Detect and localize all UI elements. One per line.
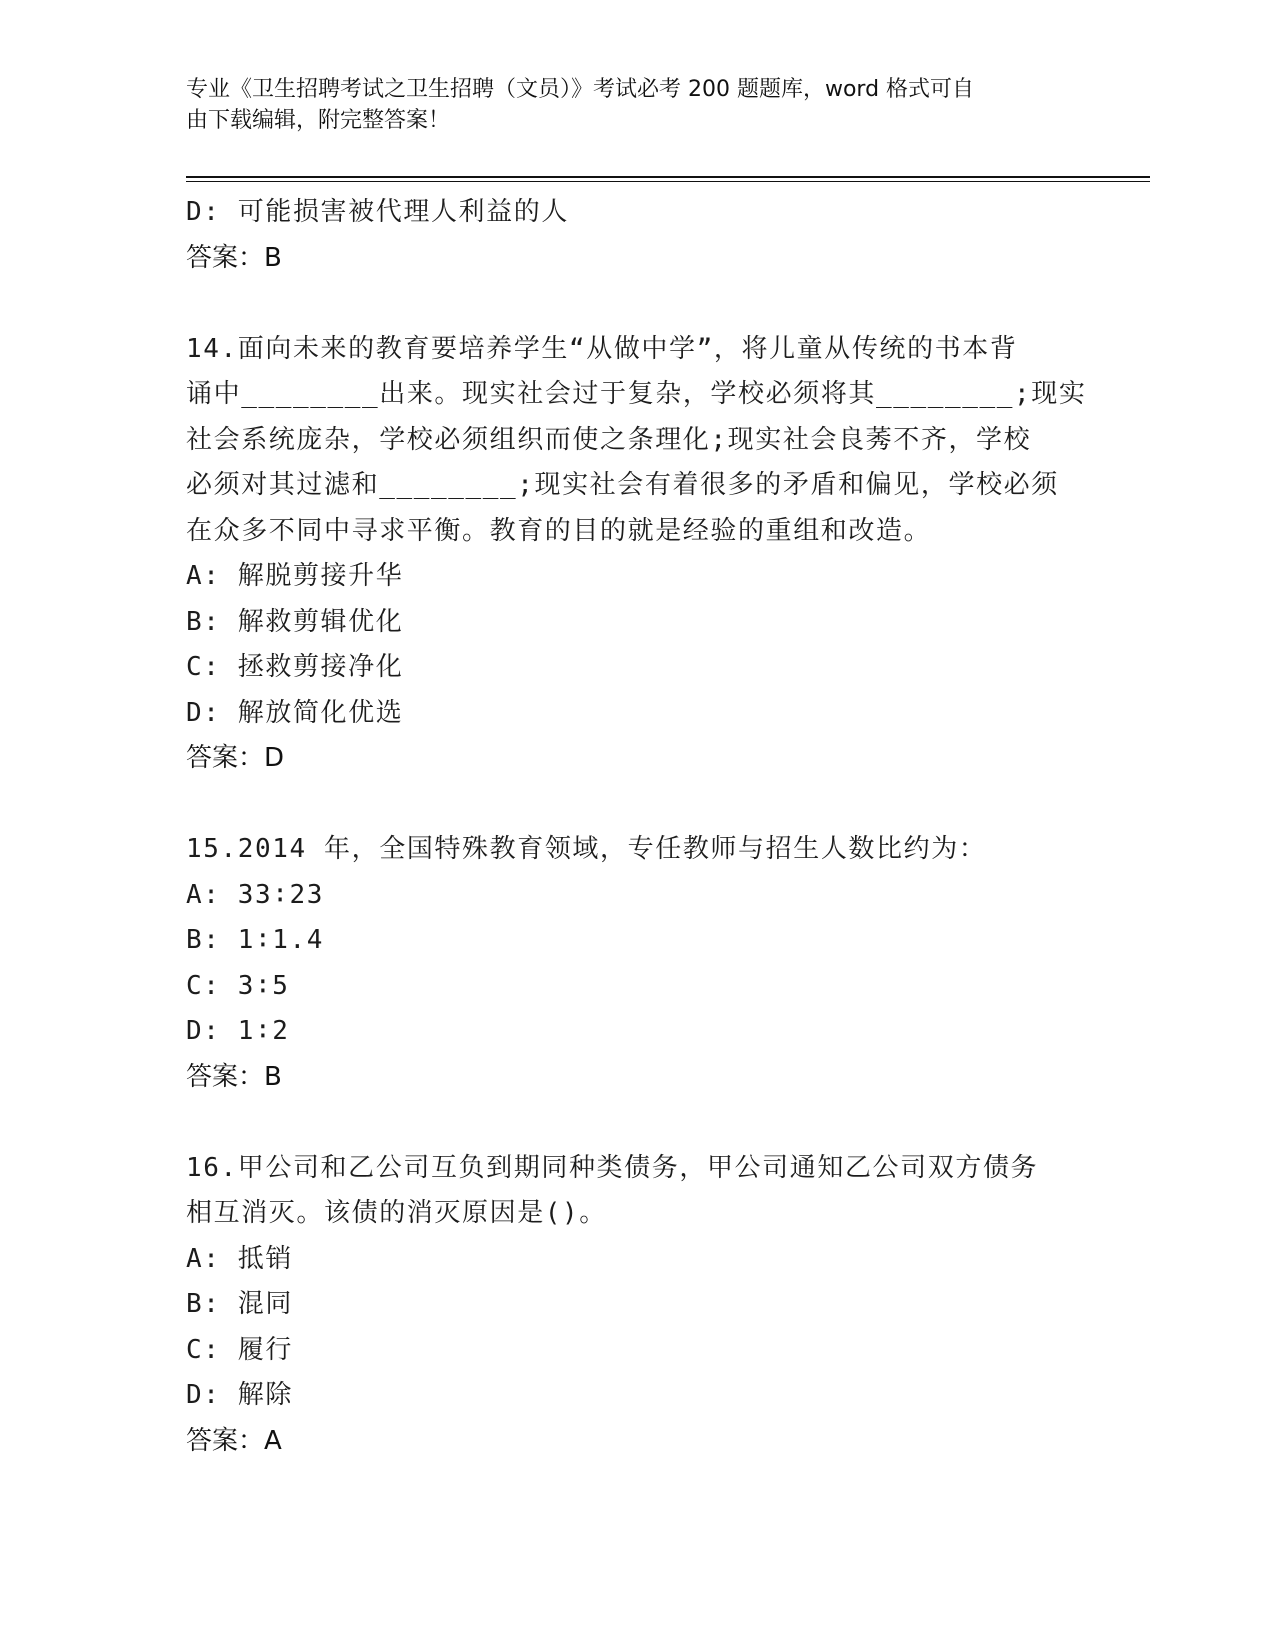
q16-option-a: A: 抵销 xyxy=(186,1243,293,1274)
document-header xyxy=(186,74,1066,136)
q15-option-b: B: 1∶1.4 xyxy=(186,925,325,955)
spacer xyxy=(186,281,1086,327)
q14-option-d: D: 解放简化优选 xyxy=(186,697,404,728)
q16-stem-line: 16.甲公司和乙公司互负到期同种类债务，甲公司通知乙公司双方债务 xyxy=(186,1152,1039,1183)
header-line-1: 专业《卫生招聘考试之卫生招聘（文员）》考试必考 200 题题库，word 格式可自 xyxy=(186,77,975,102)
q16-stem-line: 相互消灭。该债的消灭原因是()。 xyxy=(186,1198,607,1228)
q13-answer: 答案：B xyxy=(186,242,282,273)
spacer xyxy=(186,782,1086,828)
header-divider-thick xyxy=(186,176,1150,178)
q16-option-b: B: 混同 xyxy=(186,1289,293,1319)
question-15 xyxy=(186,827,1086,1100)
q14-stem-line: 诵中________出来。现实社会过于复杂，学校必须将其________;现实 xyxy=(186,379,1087,409)
q14-stem-line: 在众多不同中寻求平衡。教育的目的就是经验的重组和改造。 xyxy=(186,515,932,546)
q15-option-a: A: 33∶23 xyxy=(186,879,325,910)
spacer xyxy=(186,1100,1086,1146)
question-16 xyxy=(186,1146,1086,1465)
q14-option-c: C: 拯救剪接净化 xyxy=(186,652,404,682)
q16-answer: 答案：A xyxy=(186,1425,282,1456)
q16-option-c: C: 履行 xyxy=(186,1334,293,1365)
q14-answer: 答案：D xyxy=(186,743,285,773)
q14-option-a: A: 解脱剪接升华 xyxy=(186,561,404,591)
q14-stem-line: 必须对其过滤和________;现实社会有着很多的矛盾和偏见，学校必须 xyxy=(186,470,1059,500)
q15-stem: 15.2014 年，全国特殊教育领域，专任教师与招生人数比约为： xyxy=(186,834,987,864)
header-line-2: 由下载编辑，附完整答案！ xyxy=(186,108,451,133)
question-14 xyxy=(186,327,1086,782)
q14-stem-line: 社会系统庞杂，学校必须组织而使之条理化;现实社会良莠不齐，学校 xyxy=(186,424,1032,455)
q15-option-c: C: 3∶5 xyxy=(186,970,290,1001)
q14-option-b: B: 解救剪辑优化 xyxy=(186,606,404,637)
q15-option-d: D: 1∶2 xyxy=(186,1016,290,1046)
q15-answer: 答案：B xyxy=(186,1061,282,1092)
q13-option-d: D: 可能损害被代理人利益的人 xyxy=(186,197,569,227)
q16-option-d: D: 解除 xyxy=(186,1380,293,1410)
document-body xyxy=(186,190,1086,1464)
header-divider-thin xyxy=(186,181,1150,182)
q14-stem-line: 14.面向未来的教育要培养学生“从做中学”，将儿童从传统的书本背 xyxy=(186,333,1018,364)
